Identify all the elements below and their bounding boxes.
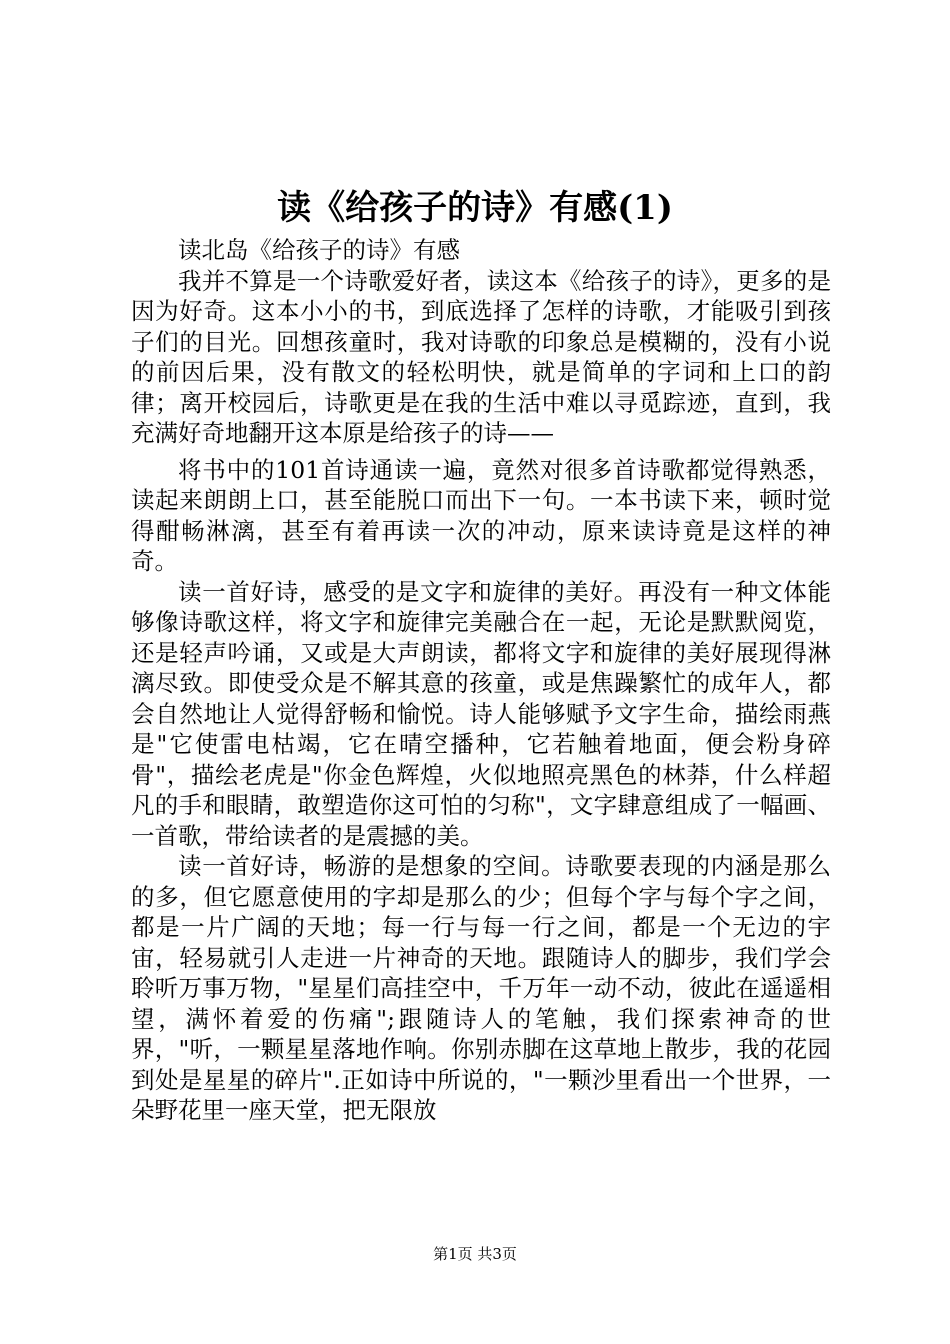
paragraph: 读一首好诗，畅游的是想象的空间。诗歌要表现的内涵是那么的多，但它愿意使用的字却是那么的少；但每个字与每个字之间，都是一片广阔的天地；每一行与每一行之间，都是一个无边的宇宙，轻易就引人走进一片神奇的天地。跟随诗人的脚步，我们学会聆听万事万物，"星星们高挂空中，千万年一动不动，彼此在遥遥相望，满怀着爱的伤痛";跟随诗人的笔触，我们探索神奇的世界，"听，一颗星星落地作响。你别赤脚在这草地上散步，我的花园到处是星星的碎片".正如诗中所说的，"一颗沙里看出一个世界，一朵野花里一座天堂，把无限放	[131, 852, 831, 1124]
paragraph: 读一首好诗，感受的是文字和旋律的美好。再没有一种文体能够像诗歌这样，将文字和旋律完美融合在一起，无论是默默阅览，还是轻声吟诵，又或是大声朗读，都将文字和旋律的美好展现得淋漓尽致。即使受众是不解其意的孩童，或是焦躁繁忙的成年人，都会自然地让人觉得舒畅和愉悦。诗人能够赋予文字生命，描绘雨燕是"它使雷电枯竭，它在晴空播种，它若触着地面，便会粉身碎骨"，描绘老虎是"你金色辉煌，火似地照亮黑色的林莽，什么样超凡的手和眼睛，敢塑造你这可怕的匀称"，文字肆意组成了一幅画、一首歌，带给读者的是震撼的美。	[131, 577, 831, 850]
paragraph: 将书中的101首诗通读一遍，竟然对很多首诗歌都觉得熟悉，读起来朗朗上口，甚至能脱口而出下一句。一本书读下来，顿时觉得酣畅淋漓，甚至有着再读一次的冲动，原来读诗竟是这样的神奇。	[131, 455, 831, 575]
page-number-footer: 第1页 共3页	[433, 1245, 517, 1263]
page-title: 读《给孩子的诗》有感(1)	[277, 188, 673, 228]
document-body	[131, 235, 831, 1126]
paragraph: 我并不算是一个诗歌爱好者，读这本《给孩子的诗》，更多的是因为好奇。这本小小的书，到底选择了怎样的诗歌，才能吸引到孩子们的目光。回想孩童时，我对诗歌的印象总是模糊的，没有小说的前因后果，没有散文的轻松明快，就是简单的字词和上口的韵律；离开校园后，诗歌更是在我的生活中难以寻觅踪迹，直到，我充满好奇地翻开这本原是给孩子的诗——	[131, 266, 831, 447]
subtitle: 读北岛《给孩子的诗》有感	[178, 236, 460, 264]
